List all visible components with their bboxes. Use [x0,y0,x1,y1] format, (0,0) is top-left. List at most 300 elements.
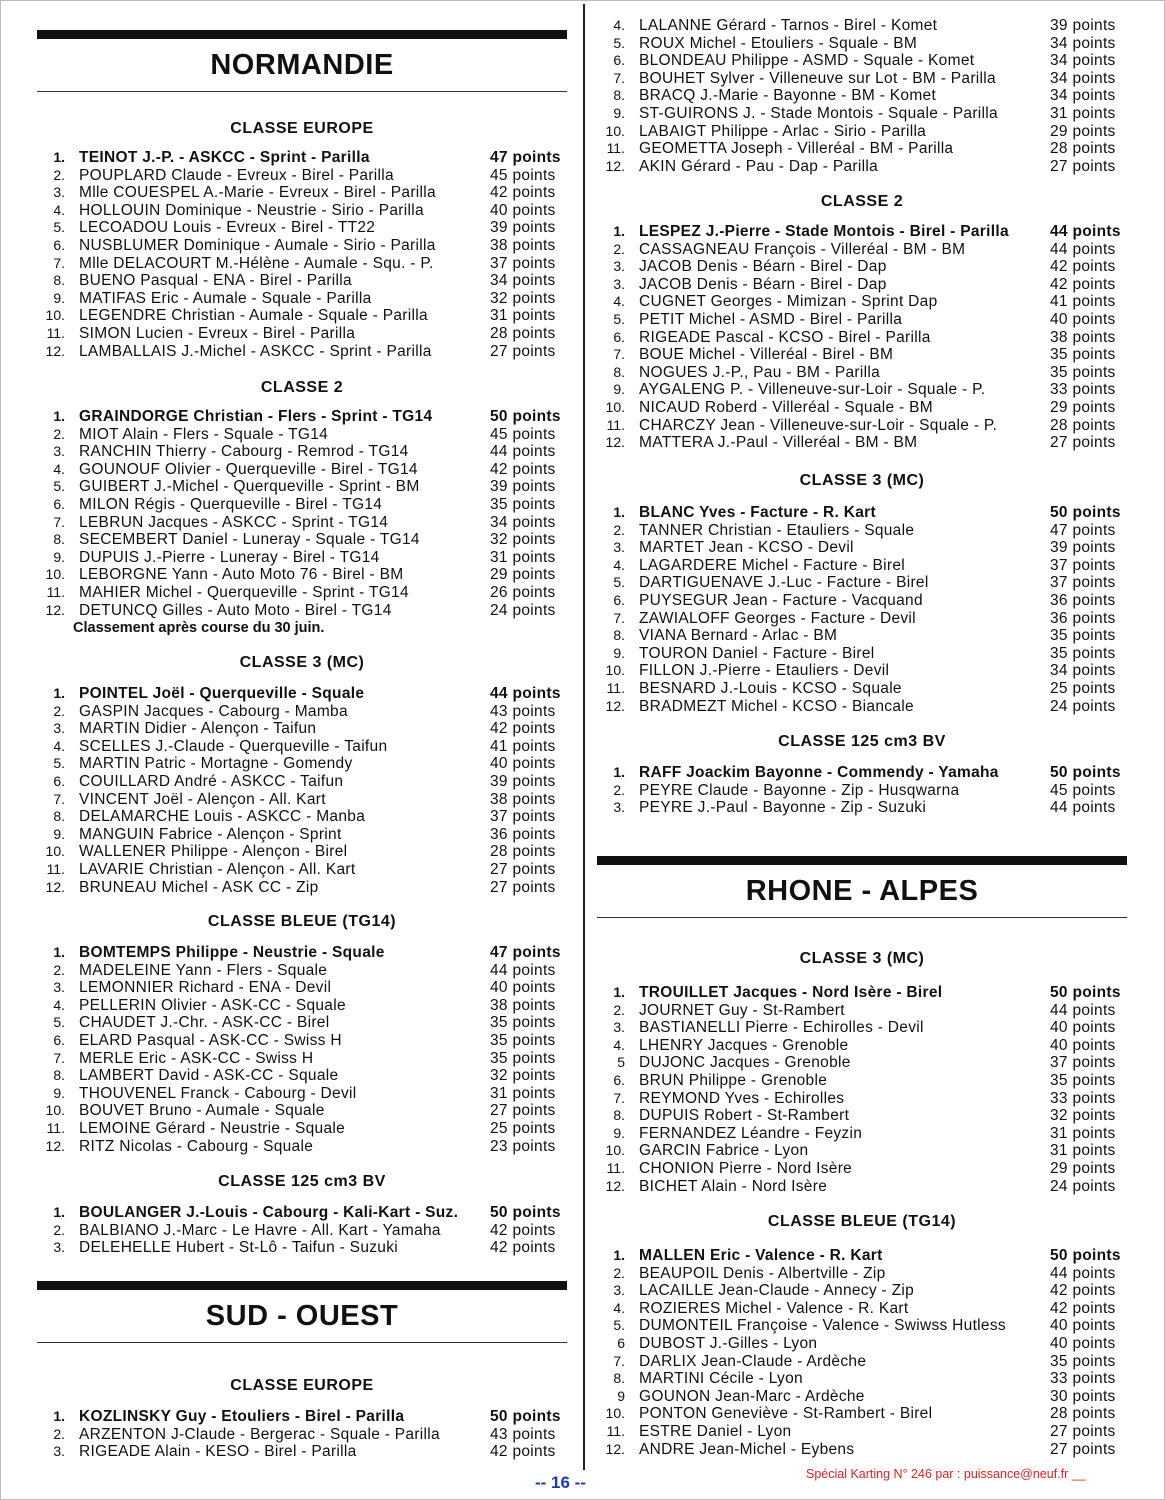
driver-entry: DUPUIS J.-Pierre - Luneray - Birel - TG14 [79,548,380,566]
rank-number: 12. [605,434,625,451]
points: 35 points [1050,1071,1116,1089]
points: 42 points [490,1239,556,1257]
points: 41 points [1050,293,1116,311]
driver-entry: COUILLARD André - ASKCC - Taifun [79,772,344,790]
ranking-row [597,1335,1127,1353]
ranking-row [597,1019,1127,1037]
driver-entry: GUIBERT J.-Michel - Querqueville - Sprint - BM [79,478,420,496]
rank-number: 6. [613,52,625,69]
driver-entry: LEMOINE Gérard - Neustrie - Squale [79,1119,346,1137]
driver-entry: CUGNET Georges - Mimizan - Sprint Dap [639,293,938,311]
points: 47 points [1050,521,1116,539]
ranking-normandie-125 [37,1204,567,1257]
ranking-row [597,399,1127,417]
driver-entry: BLANC Yves - Facture - R. Kart [639,504,876,521]
rank-number: 3. [53,720,65,737]
ranking-row [597,984,1127,1002]
points: 44 points [1050,240,1116,258]
driver-entry: TROUILLET Jacques - Nord Isère - Birel [639,984,943,1001]
rank-number: 5. [53,219,65,236]
ranking-row [37,720,567,738]
page-number: -- 16 -- [535,1473,586,1492]
points: 38 points [1050,328,1116,346]
ranking-row [37,1138,567,1156]
driver-entry: GOUNOUF Olivier - Querqueville - Birel - TG14 [79,460,418,478]
rank-number: 7. [613,1089,625,1106]
ranking-row [37,290,567,308]
points: 40 points [1050,1317,1116,1335]
rank-number: 6. [53,1031,65,1048]
driver-entry: PEYRE Claude - Bayonne - Zip - Husqwarna [639,781,960,799]
ranking-row [37,325,567,343]
credit-prefix: Spécial Karting N° 246 par : [806,1467,961,1481]
driver-entry: LHENRY Jacques - Grenoble [639,1036,849,1054]
driver-entry: TANNER Christian - Etauliers - Squale [639,521,915,539]
rank-number: 6. [53,236,65,253]
ranking-row [597,1441,1127,1459]
points: 40 points [1050,1334,1116,1352]
credit-email[interactable]: puissance@neuf.fr [963,1467,1069,1481]
driver-entry: GASPIN Jacques - Cabourg - Mamba [79,702,348,720]
ranking-row [597,610,1127,628]
ranking-row [37,861,567,879]
driver-entry: WALLENER Philippe - Alençon - Birel [79,843,348,861]
rank-number: 7. [53,790,65,807]
driver-entry: JACOB Denis - Béarn - Birel - Dap [639,275,887,293]
ranking-row [597,1037,1127,1055]
ranking-row [37,755,567,773]
points: 50 points [1050,504,1121,521]
ranking-note: Classement après course du 30 juin. [73,620,325,636]
ranking-row [37,514,567,532]
driver-entry: LEGENDRE Christian - Aumale - Squale - Parilla [79,307,428,325]
points: 28 points [490,843,556,861]
ranking-row [597,662,1127,680]
points: 40 points [490,755,556,773]
points: 27 points [490,1102,556,1120]
rank-number: 8. [613,87,625,104]
driver-entry: GOUNON Jean-Marc - Ardèche [639,1387,865,1405]
ranking-row [597,1125,1127,1143]
ranking-row [597,1160,1127,1178]
driver-entry: RANCHIN Thierry - Cabourg - Remrod - TG14 [79,443,409,461]
ranking-row [37,843,567,861]
ranking-row [597,698,1127,716]
driver-entry: MATTERA J.-Paul - Villeréal - BM - BM [639,434,918,452]
points: 44 points [1050,1001,1116,1019]
driver-entry: ANDRE Jean-Michel - Eybens [639,1440,855,1458]
driver-entry: NUSBLUMER Dominique - Aumale - Sirio - Parilla [79,236,436,254]
points: 45 points [490,166,556,184]
ranking-row [597,241,1127,259]
ranking-row [37,1085,567,1103]
rank-number: 3. [53,443,65,460]
points: 43 points [490,702,556,720]
rank-number: 2. [53,1221,65,1238]
class-title: CLASSE 3 (MC) [799,950,925,967]
driver-entry: MARTIN Didier - Alençon - Taifun [79,720,317,738]
ranking-row [37,826,567,844]
ranking-row [37,584,567,602]
ranking-row [597,1107,1127,1125]
points: 27 points [1050,157,1116,175]
rank-number: 3. [613,258,625,275]
ranking-row [597,1054,1127,1072]
rank-number: 9 [617,1387,625,1404]
driver-entry: CASSAGNEAU François - Villeréal - BM - BM [639,240,966,258]
points: 45 points [1050,781,1116,799]
points: 34 points [490,272,556,290]
region-title: RHONE - ALPES [745,875,979,907]
region-header-rhone-alpes [597,856,1127,918]
points: 31 points [1050,104,1116,122]
driver-entry: MADELEINE Yann - Flers - Squale [79,961,328,979]
ranking-row [37,408,567,426]
driver-entry: MAHIER Michel - Querqueville - Sprint - TG14 [79,583,409,601]
rank-number: 4. [613,1036,625,1053]
points: 35 points [1050,627,1116,645]
ranking-row [597,1423,1127,1441]
ranking-row [597,557,1127,575]
ranking-row [597,1247,1127,1265]
driver-entry: VIANA Bernard - Arlac - BM [639,627,838,645]
rank-number: 5. [53,1014,65,1031]
points: 43 points [490,1425,556,1443]
driver-entry: CHONION Pierre - Nord Isère [639,1159,853,1177]
points: 50 points [1050,764,1121,781]
ranking-normandie-classe3 [37,685,567,896]
driver-entry: MANGUIN Fabrice - Alençon - Sprint [79,825,342,843]
rank-number: 7. [53,254,65,271]
ranking-row [597,1265,1127,1283]
ranking-row [597,35,1127,53]
ranking-row [597,1317,1127,1335]
points: 44 points [490,685,561,702]
driver-entry: MALLEN Eric - Valence - R. Kart [639,1247,883,1264]
driver-entry: BEAUPOIL Denis - Albertville - Zip [639,1264,886,1282]
points: 24 points [1050,697,1116,715]
ranking-row [597,258,1127,276]
class-title: CLASSE EUROPE [230,1377,374,1394]
ranking-row [597,1142,1127,1160]
ranking-row [37,443,567,461]
driver-entry: TOURON Daniel - Facture - Birel [639,644,875,662]
rank-number: 4. [53,460,65,477]
rank-number: 11. [606,1159,625,1176]
rank-number: 11. [606,140,625,157]
driver-entry: MARTIN Patric - Mortagne - Gomendy [79,755,353,773]
driver-entry: NOGUES J.-P., Pau - BM - Parilla [639,363,881,381]
points: 28 points [490,324,556,342]
points: 26 points [490,583,556,601]
rank-number: 5. [53,755,65,772]
ranking-row [37,149,567,167]
points: 42 points [490,1443,556,1461]
driver-entry: POUPLARD Claude - Evreux - Birel - Parilla [79,166,394,184]
ranking-sudouest-125 [597,764,1127,817]
driver-entry: RIGEADE Alain - KESO - Birel - Parilla [79,1443,357,1461]
points: 31 points [1050,1142,1116,1160]
points: 37 points [1050,556,1116,574]
rank-number: 1. [613,223,625,239]
rank-number: 5. [613,574,625,591]
driver-entry: LAVARIE Christian - Alençon - All. Kart [79,860,356,878]
points: 35 points [490,1049,556,1067]
driver-entry: ZAWIALOFF Georges - Facture - Devil [639,609,916,627]
driver-entry: RIGEADE Pascal - KCSO - Birel - Parilla [639,328,931,346]
points: 36 points [490,825,556,843]
driver-entry: RAFF Joackim Bayonne - Commendy - Yamaha [639,764,999,781]
driver-entry: DARTIGUENAVE J.-Luc - Facture - Birel [639,574,929,592]
points: 47 points [490,944,561,961]
points: 27 points [1050,434,1116,452]
ranking-rhonealpes-bleue [597,1247,1127,1458]
rank-number: 12. [605,1177,625,1194]
rank-number: 1. [613,764,625,780]
ranking-row [37,1067,567,1085]
rank-number: 10. [45,566,65,583]
driver-entry: ST-GUIRONS J. - Stade Montois - Squale - Parilla [639,104,998,122]
driver-entry: BUENO Pasqual - ENA - Birel - Parilla [79,272,352,290]
rank-number: 9. [53,1084,65,1101]
region-bar [37,30,567,39]
points: 42 points [1050,1299,1116,1317]
driver-entry: BOUE Michel - Villeréal - Birel - BM [639,346,894,364]
ranking-row [37,167,567,185]
points: 28 points [1050,140,1116,158]
ranking-row [37,496,567,514]
ranking-sudouest-europe [37,1408,567,1461]
ranking-row [37,1239,567,1257]
rank-number: 12. [605,1440,625,1457]
points: 32 points [490,289,556,307]
rank-number: 7. [53,1049,65,1066]
rank-number: 11. [606,416,625,433]
ranking-sudouest-classe2 [597,223,1127,452]
points: 42 points [1050,258,1116,276]
ranking-row [37,426,567,444]
ranking-row [597,311,1127,329]
ranking-row [37,184,567,202]
points: 40 points [490,979,556,997]
points: 29 points [1050,122,1116,140]
driver-entry: MIOT Alain - Flers - Squale - TG14 [79,425,329,443]
rank-number: 12. [45,1137,65,1154]
rank-number: 4. [613,556,625,573]
rank-number: 10. [605,1405,625,1422]
ranking-row [597,539,1127,557]
driver-entry: DUJONC Jacques - Grenoble [639,1054,851,1072]
ranking-row [597,381,1127,399]
ranking-row [37,219,567,237]
rank-number: 9. [613,1124,625,1141]
rank-number: 10. [45,1102,65,1119]
ranking-row [597,223,1127,241]
ranking-row [37,531,567,549]
ranking-row [597,52,1127,70]
points: 34 points [1050,662,1116,680]
rank-number: 11. [46,583,65,600]
ranking-row [37,879,567,897]
points: 50 points [1050,1247,1121,1264]
rank-number: 1. [53,408,65,424]
driver-entry: KOZLINSKY Guy - Etouliers - Birel - Parilla [79,1408,405,1425]
ranking-row [597,364,1127,382]
points: 40 points [1050,310,1116,328]
rank-number: 8. [613,363,625,380]
rank-number: 4. [53,737,65,754]
region-title: NORMANDIE [210,49,394,81]
points: 28 points [1050,1405,1116,1423]
region-header-normandie [37,30,567,92]
points: 27 points [1050,1440,1116,1458]
rank-number: 2. [53,961,65,978]
rank-number: 12. [45,342,65,359]
ranking-row [37,1204,567,1222]
driver-entry: ARZENTON J-Claude - Bergerac - Squale - Parilla [79,1425,440,1443]
rank-number: 8. [613,627,625,644]
points: 38 points [490,236,556,254]
rank-number: 2. [53,425,65,442]
driver-entry: ELARD Pasqual - ASK-CC - Swiss H [79,1031,342,1049]
driver-entry: LEMONNIER Richard - ENA - Devil [79,979,332,997]
rank-number: 2. [53,702,65,719]
rank-number: 9. [613,104,625,121]
ranking-row [37,738,567,756]
driver-entry: SECEMBERT Daniel - Luneray - Squale - TG14 [79,531,420,549]
ranking-row [37,461,567,479]
points: 37 points [1050,1054,1116,1072]
region-bar [597,856,1127,865]
driver-entry: POINTEL Joël - Querqueville - Squale [79,685,365,702]
ranking-row [37,1102,567,1120]
points: 33 points [1050,1089,1116,1107]
points: 42 points [1050,1282,1116,1300]
ranking-row [37,703,567,721]
class-title: CLASSE BLEUE (TG14) [767,1213,957,1230]
rank-number: 2. [613,521,625,538]
rank-number: 8. [53,531,65,548]
rank-number: 8. [53,1067,65,1084]
rank-number: 2. [613,1001,625,1018]
ranking-row [37,1032,567,1050]
rank-number: 3. [53,1239,65,1256]
rank-number: 10. [605,1142,625,1159]
driver-entry: BRUN Philippe - Grenoble [639,1071,828,1089]
points: 44 points [1050,799,1116,817]
rank-number: 3. [53,979,65,996]
ranking-row [597,574,1127,592]
ranking-row [37,997,567,1015]
rank-number: 6 [617,1334,625,1351]
points: 38 points [490,996,556,1014]
driver-entry: Mlle DELACOURT M.-Hélène - Aumale - Squ. - P. [79,254,434,272]
ranking-row [37,237,567,255]
driver-entry: DUPUIS Robert - St-Rambert [639,1107,850,1125]
points: 34 points [1050,34,1116,52]
rank-number: 5. [613,1317,625,1334]
rank-number: 3. [613,1019,625,1036]
rank-number: 8. [613,1107,625,1124]
rank-number: 10. [605,398,625,415]
rank-number: 2. [613,1264,625,1281]
rank-number: 12. [605,697,625,714]
points: 44 points [1050,1264,1116,1282]
rank-number: 3. [613,799,625,816]
points: 31 points [1050,1124,1116,1142]
points: 36 points [1050,609,1116,627]
driver-entry: BICHET Alain - Nord Isère [639,1177,828,1195]
ranking-normandie-classe2 [37,408,567,619]
driver-entry: RITZ Nicolas - Cabourg - Squale [79,1137,314,1155]
rank-number: 6. [53,772,65,789]
rank-number: 9. [53,548,65,565]
ranking-row [597,293,1127,311]
driver-entry: MARTINI Cécile - Lyon [639,1370,803,1388]
driver-entry: DELEHELLE Hubert - St-Lô - Taifun - Suzuki [79,1239,399,1257]
driver-entry: DUBOST J.-Gilles - Lyon [639,1334,818,1352]
rank-number: 9. [613,644,625,661]
driver-entry: SCELLES J.-Claude - Querqueville - Taifun [79,737,388,755]
rank-number: 10. [605,662,625,679]
rank-number: 5. [613,34,625,51]
ranking-row [37,1426,567,1444]
ranking-row [37,808,567,826]
class-title: CLASSE BLEUE (TG14) [207,913,397,930]
ranking-row [597,1282,1127,1300]
points: 39 points [490,772,556,790]
ranking-row [597,1090,1127,1108]
points: 25 points [490,1119,556,1137]
points: 27 points [490,878,556,896]
ranking-row [597,627,1127,645]
driver-entry: LESPEZ J.-Pierre - Stade Montois - Birel - Parilla [639,223,1009,240]
rank-number: 1. [53,149,65,165]
ranking-row [37,1408,567,1426]
ranking-row [37,944,567,962]
rank-number: 11. [46,860,65,877]
driver-entry: ROZIERES Michel - Valence - R. Kart [639,1299,909,1317]
driver-entry: DETUNCQ Gilles - Auto Moto - Birel - TG14 [79,601,392,619]
rank-number: 12. [45,878,65,895]
rank-number: 11. [46,1119,65,1136]
driver-entry: BOUHET Sylver - Villeneuve sur Lot - BM - Parilla [639,69,996,87]
driver-entry: TEINOT J.-P. - ASKCC - Sprint - Parilla [79,149,370,166]
ranking-row [37,1120,567,1138]
driver-entry: FILLON J.-Pierre - Etauliers - Devil [639,662,890,680]
rank-number: 9. [53,825,65,842]
rank-number: 1. [613,984,625,1000]
rank-number: 8. [53,272,65,289]
points: 42 points [490,720,556,738]
driver-entry: CHAUDET J.-Chr. - ASK-CC - Birel [79,1014,330,1032]
credit-suffix: __ [1071,1467,1086,1481]
driver-entry: LEBORGNE Yann - Auto Moto 76 - Birel - BM [79,566,404,584]
points: 27 points [1050,1422,1116,1440]
rank-number: 8. [613,1370,625,1387]
rank-number: 2. [613,781,625,798]
points: 40 points [1050,1036,1116,1054]
driver-entry: LECOADOU Louis - Evreux - Birel - TT22 [79,219,376,237]
points: 37 points [1050,574,1116,592]
points: 37 points [490,254,556,272]
rank-number: 3. [613,275,625,292]
rank-number: 2. [53,1425,65,1442]
driver-entry: DELAMARCHE Louis - ASKCC - Manba [79,808,366,826]
points: 47 points [490,149,561,166]
region-rule [37,91,567,92]
driver-entry: THOUVENEL Franck - Cabourg - Devil [79,1084,357,1102]
